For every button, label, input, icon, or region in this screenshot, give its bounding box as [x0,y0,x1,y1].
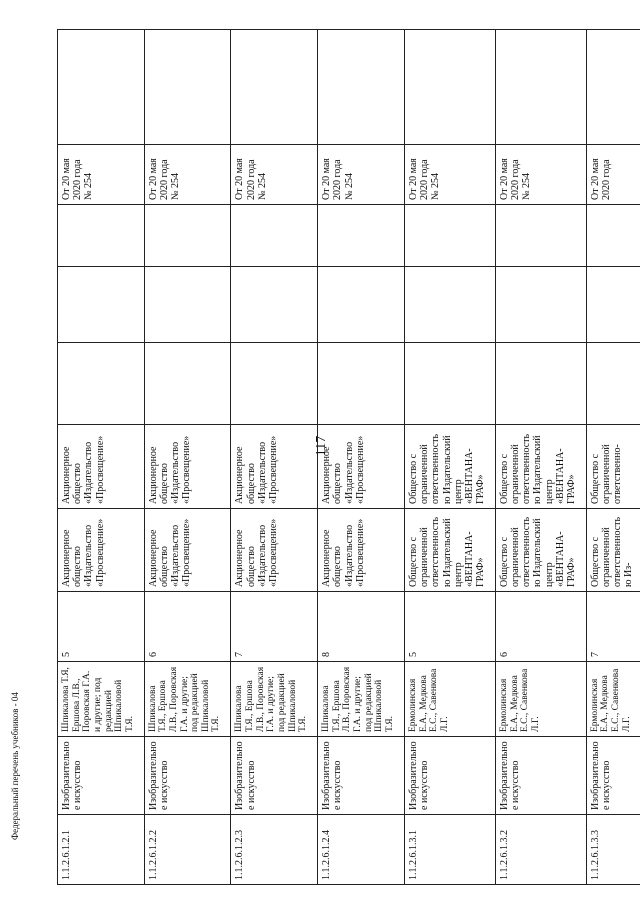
publisher-cell: Общество с ограниченной ответственностью Издательский центр «ВЕНТАНА-ГРАФ» [495,509,586,592]
code-cell: 1.1.2.6.1.2.1 [58,815,145,885]
table-row [231,30,318,885]
authors-cell: Шпикалова Т.Я., Ершова Л.В., Поровская Г.А. и другие; под редакцией Шпикаловой Т.Я. [318,662,405,737]
table-row [318,30,405,885]
empty-cell [586,267,640,343]
empty-cell [231,30,318,145]
publisher-full-cell: Общество с ограниченной ответственностью Издательский центр «ВЕНТАНА-ГРАФ» [495,425,586,509]
table-row [495,30,586,885]
empty-cell [58,205,145,267]
empty-cell [144,205,231,267]
empty-cell [404,30,495,145]
table-row [404,30,495,885]
authors-cell: Шпикалова Т.Я, Ершова Л.В., Поровская Г.А. и другие; под редакцией Шпикаловой Т.Я. [58,662,145,737]
publisher-cell: Акционерное общество «Издательство «Просвещение» [58,509,145,592]
empty-cell [144,30,231,145]
order-cell: От 20 мая 2020 года № 254 [404,145,495,205]
publisher-full-cell: Акционерное общество «Издательство «Просвещение» [58,425,145,509]
empty-cell [495,30,586,145]
grade-cell: 8 [318,592,405,662]
empty-cell [495,267,586,343]
publisher-full-cell: Акционерное общество «Издательство «Просвещение» [318,425,405,509]
code-cell: 1.1.2.6.1.2.4 [318,815,405,885]
publisher-full-cell: Акционерное общество «Издательство «Просвещение» [144,425,231,509]
table-row [58,30,145,885]
code-cell: 1.1.2.6.1.3.1 [404,815,495,885]
authors-cell: Ермолинская Е.А., Медкова Е.С., Савенкова Л.Г. [404,662,495,737]
order-cell: От 20 мая 2020 года [586,145,640,205]
subject-cell: Изобразительное искусство [144,737,231,815]
empty-cell [144,267,231,343]
grade-cell: 7 [231,592,318,662]
authors-cell: Ермолинская Е.А., Медкова Е.С., Савенкова Л.Г. [586,662,640,737]
empty-cell [495,205,586,267]
empty-cell [404,205,495,267]
empty-cell [58,343,145,425]
footer-text: Федеральный перечень учебников - 04 [10,692,20,840]
subject-cell: Изобразительное искусство [231,737,318,815]
publisher-cell: Акционерное общество «Издательство «Просвещение» [144,509,231,592]
order-cell: От 20 мая 2020 года № 254 [495,145,586,205]
publisher-cell: Акционерное общество «Издательство «Просвещение» [231,509,318,592]
code-cell: 1.1.2.6.1.2.2 [144,815,231,885]
empty-cell [586,343,640,425]
empty-cell [318,267,405,343]
subject-cell: Изобразительное искусство [495,737,586,815]
empty-cell [58,267,145,343]
empty-cell [231,205,318,267]
grade-cell: 7 [586,592,640,662]
table-row [586,30,640,885]
publisher-full-cell: Акционерное общество «Издательство «Просвещение» [231,425,318,509]
grade-cell: 5 [404,592,495,662]
empty-cell [58,30,145,145]
table-row [144,30,231,885]
empty-cell [404,343,495,425]
order-cell: От 20 мая 2020 года № 254 [231,145,318,205]
empty-cell [586,205,640,267]
grade-cell: 6 [144,592,231,662]
empty-cell [144,343,231,425]
page-number: 117 [314,435,330,457]
empty-cell [586,30,640,145]
publisher-full-cell: Общество с ограниченной ответственно- [586,425,640,509]
authors-cell: Ермолинская Е.А., Медкова Е.С., Савенкова Л.Г. [495,662,586,737]
grade-cell: 5 [58,592,145,662]
empty-cell [318,205,405,267]
order-cell: От 20 мая 2020 года № 254 [318,145,405,205]
authors-cell: Шпикалова Т.Я., Ершова Л.В., Поровская Г.А. и другие; под редакцией Шпикаловой Т.Я. [144,662,231,737]
subject-cell: Изобразительное искусство [586,737,640,815]
empty-cell [318,30,405,145]
subject-cell: Изобразительное искусство [404,737,495,815]
publisher-cell: Общество с ограниченной ответственностью Издательский центр «ВЕНТАНА-ГРАФ» [404,509,495,592]
empty-cell [231,267,318,343]
publisher-cell: Акционерное общество «Издательство «Просвещение» [318,509,405,592]
empty-cell [495,343,586,425]
code-cell: 1.1.2.6.1.2.3 [231,815,318,885]
publisher-full-cell: Общество с ограниченной ответственностью Издательский центр «ВЕНТАНА-ГРАФ» [404,425,495,509]
subject-cell: Изобразительное искусство [318,737,405,815]
empty-cell [231,343,318,425]
order-cell: От 20 мая 2020 года № 254 [58,145,145,205]
empty-cell [318,343,405,425]
publisher-cell: Общество с ограниченной ответственностью Из- [586,509,640,592]
code-cell: 1.1.2.6.1.3.2 [495,815,586,885]
authors-cell: Шпикалова Т.Я., Ершова Л.В., Поровская Г.А. и другие; под редакцией Шпикаловой Т.Я. [231,662,318,737]
rotated-table-wrapper [57,30,640,885]
grade-cell: 6 [495,592,586,662]
empty-cell [404,267,495,343]
subject-cell: Изобразительное искусство [58,737,145,815]
code-cell: 1.1.2.6.1.3.3 [586,815,640,885]
catalog-table [57,29,640,885]
order-cell: От 20 мая 2020 года № 254 [144,145,231,205]
